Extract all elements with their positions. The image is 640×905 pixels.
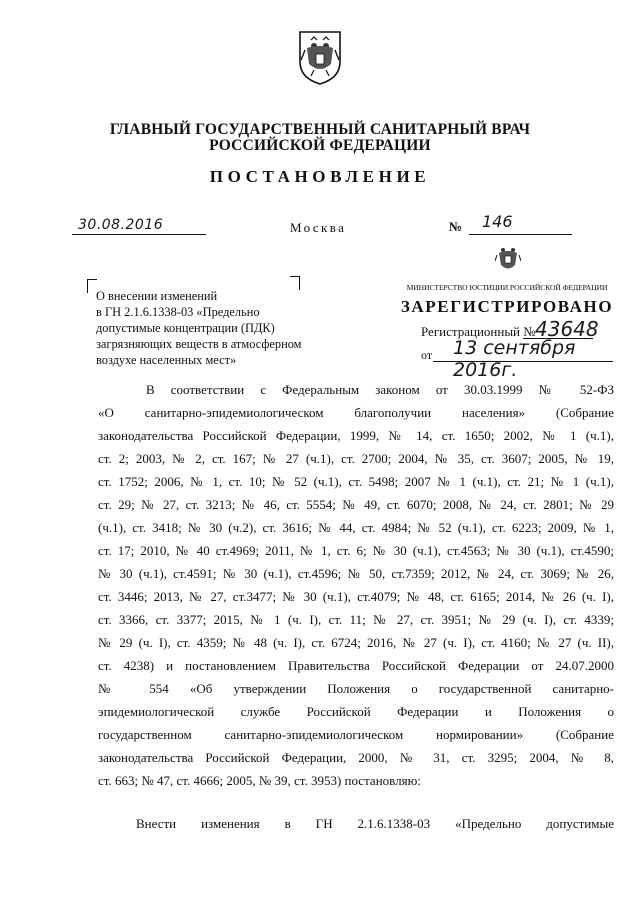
stamp-reg-number: 43648: [535, 317, 599, 341]
body-line: законодательства Российской Федерации, 2000, № 31, ст. 3295; 2004, № 8,: [98, 750, 614, 765]
registration-stamp: [395, 237, 619, 381]
subject-line: допустимые концентрации (ПДК): [96, 321, 275, 335]
issuer-title-line2: РОССИЙСКОЙ ФЕДЕРАЦИИ: [209, 137, 431, 154]
body-line: законодательства Российской Федерации, 1999, № 14, ст. 1650; 2002, № 1 (ч.1),: [98, 428, 614, 443]
date-underline: [72, 234, 206, 235]
subject-line: загрязняющих веществ в атмосферном: [96, 337, 302, 351]
body-line: № 29 (ч. I), ст. 4359; № 48 (ч. I), ст. 6724; 2016, № 27 (ч. I), ст. 4160; № 27 (ч. II),: [98, 635, 614, 650]
body-line: (ч.1), ст. 3418; № 30 (ч.2), ст. 3616; № 44, ст. 4984; № 52 (ч.1), ст. 6223; 2009, № 1,: [98, 520, 614, 535]
russian-coat-of-arms-icon: [297, 30, 343, 86]
number-label: №: [449, 219, 463, 234]
body-line: «О санитарно-эпидемиологическом благополучии населения» (Собрание: [98, 405, 614, 420]
body-line: государственном санитарно-эпидемиологическом нормировании» (Собрание: [98, 727, 614, 742]
body-line: эпидемиологической службе Российской Федерации и Положения о: [98, 704, 614, 719]
document-date: 30.08.2016: [78, 217, 164, 233]
body-line: ст. 2; 2003, № 2, ст. 167; № 27 (ч.1), ст. 2700; 2004, № 35, ст. 3607; 2005, № 19,: [98, 451, 614, 466]
body-line: ст. 663; № 47, ст. 4666; 2005, № 39, ст. 3953) постановляю:: [98, 773, 421, 788]
body-line: ст. 4238) и постановлением Правительства Российской Федерации от 24.07.2000: [98, 658, 614, 673]
body-line: ст. 17; 2010, № 40 ст.4969; 2011, № 1, ст. 6; № 30 (ч.1), ст.4563; № 30 (ч.1), ст.4590;: [98, 543, 614, 558]
body-line: В соответствии с Федеральным законом от 30.03.1999 № 52-ФЗ: [146, 382, 614, 397]
body-line: ст. 3366, ст. 3377; 2015, № 1 (ч. I), ст. 11; № 27, ст. 3951; № 29 (ч. I), ст. 4339;: [98, 612, 614, 627]
document-city: Москва: [290, 220, 347, 235]
body-line: № 554 «Об утверждении Положения о государственной санитарно-: [98, 681, 614, 696]
body-line: ст. 29; № 27, ст. 3213; № 46, ст. 5554; № 49, ст. 6070; 2008, № 24, ст. 2801; № 29: [98, 497, 614, 512]
stamp-date-label: от: [421, 348, 433, 362]
subject-line: в ГН 2.1.6.1338-03 «Предельно: [96, 305, 260, 319]
subject-line: О внесении изменений: [96, 289, 218, 303]
body-line: Внести изменения в ГН 2.1.6.1338-03 «Предельно допустимые: [136, 816, 614, 831]
number-underline: [469, 234, 572, 235]
stamp-reg-date: 13 сентября 2016г.: [453, 337, 576, 381]
body-line: ст. 1752; 2006, № 1, ст. 10; № 52 (ч.1), ст. 5498; 2007 № 1 (ч.1), ст. 21; № 1 (ч.1),: [98, 474, 614, 489]
stamp-emblem-icon: [495, 243, 521, 273]
body-line: ст. 3446; 2013, № 27, ст.3477; № 30 (ч.1), ст.4079; № 48, ст. 6165; 2014, № 26 (ч. I),: [98, 589, 614, 604]
document-number: 146: [482, 212, 513, 231]
issuer-title-line1: ГЛАВНЫЙ ГОСУДАРСТВЕННЫЙ САНИТАРНЫЙ ВРАЧ: [109, 121, 531, 138]
stamp-reg-number-label: Регистрационный №: [421, 324, 536, 339]
stamp-ministry: МИНИСТЕРСТВО ЮСТИЦИИ РОССИЙСКОЙ ФЕДЕРАЦИИ: [406, 283, 608, 292]
subject-bracket-right: [290, 276, 300, 290]
stamp-date-underline: [433, 361, 613, 362]
stamp-registered: ЗАРЕГИСТРИРОВАНО: [400, 297, 614, 316]
document-type-title: ПОСТАНОВЛЕНИЕ: [209, 167, 431, 186]
subject-line: воздухе населенных мест»: [96, 353, 237, 367]
body-line: № 30 (ч.1), ст.4591; № 30 (ч.1), ст.4596; № 50, ст.7359; 2012, № 24, ст. 3069; № 26,: [98, 566, 614, 581]
